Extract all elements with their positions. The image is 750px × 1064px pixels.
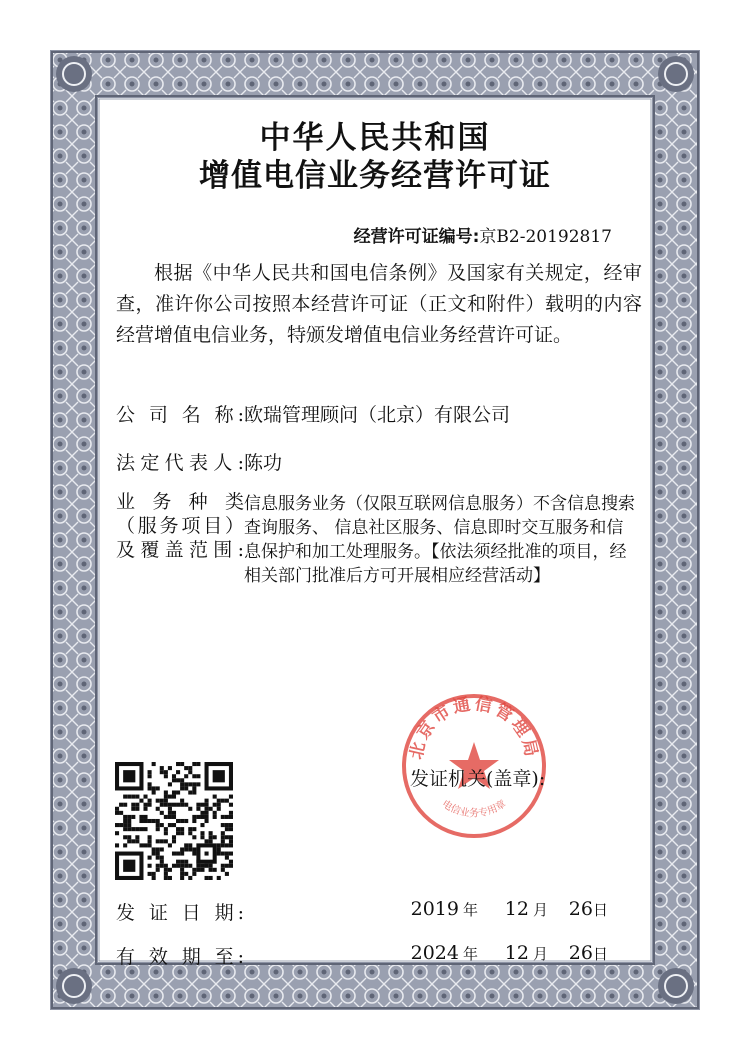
- svg-text:电信业务专用章: [440, 797, 508, 820]
- legal-rep-row: [116, 448, 282, 475]
- issue-month: 12: [504, 898, 529, 920]
- scope-value: 信息服务业务（仅限互联网信息服务）不含信息搜索查询服务、 信息社区服务、信息即时交互服务和信息保护和加工处理服务。【依法须经批准的项目，经相关部门批准后方可开展相应经营活动】: [244, 494, 635, 586]
- certificate-title-line1: 中华人民共和国: [259, 120, 491, 156]
- month-unit: 月: [532, 901, 548, 919]
- valid-until-row: [116, 942, 608, 969]
- issue-year: 2019: [410, 898, 459, 920]
- year-unit: 年: [462, 945, 478, 963]
- company-row: [116, 400, 510, 427]
- day-unit: 日: [592, 901, 608, 919]
- legal-rep-label: 法定代表人:: [116, 452, 244, 474]
- issue-day: 26: [568, 898, 593, 920]
- certificate-title-line2: 增值电信业务经营许可证: [199, 158, 551, 194]
- scope-label: [116, 490, 244, 562]
- seal-text-top: 北京市通信管理局: [406, 694, 542, 762]
- company-value: 欧瑞管理顾问（北京）有限公司: [244, 404, 511, 426]
- month-unit: 月: [532, 945, 548, 963]
- issue-date-row: [116, 898, 608, 925]
- legal-rep-value: 陈功: [244, 452, 283, 474]
- scope-label-line: 及覆盖范围:: [116, 539, 244, 561]
- license-number: [354, 222, 612, 247]
- company-label: 公 司 名 称:: [116, 404, 244, 426]
- scope-label-line: （服务项目）: [116, 515, 244, 537]
- valid-month: 12: [504, 942, 529, 964]
- license-number-label: 经营许可证编号:: [353, 227, 480, 247]
- valid-day: 26: [568, 942, 593, 964]
- issue-date-value: [362, 898, 608, 920]
- valid-until-label: 有 效 期 至:: [116, 946, 244, 968]
- issue-date-label: 发 证 日 期:: [116, 902, 244, 924]
- preamble-text: 根据《中华人民共和国电信条例》及国家有关规定，经审查，准许你公司按照本经营许可证（正文和附件）载明的内容经营增值电信业务，特颁发增值电信业务经营许可证。: [116, 262, 642, 346]
- year-unit: 年: [462, 901, 478, 919]
- valid-until-value: [362, 942, 608, 964]
- day-unit: 日: [592, 945, 608, 963]
- issuer-label: 发证机关(盖章):: [410, 768, 546, 790]
- valid-year: 2024: [410, 942, 459, 964]
- license-number-value: 京B2-20192817: [479, 227, 612, 247]
- seal-text-bottom: 电信业务专用章: [439, 798, 509, 820]
- qr-code: [115, 762, 233, 880]
- scope-label-line: 业 务 种 类: [116, 491, 244, 513]
